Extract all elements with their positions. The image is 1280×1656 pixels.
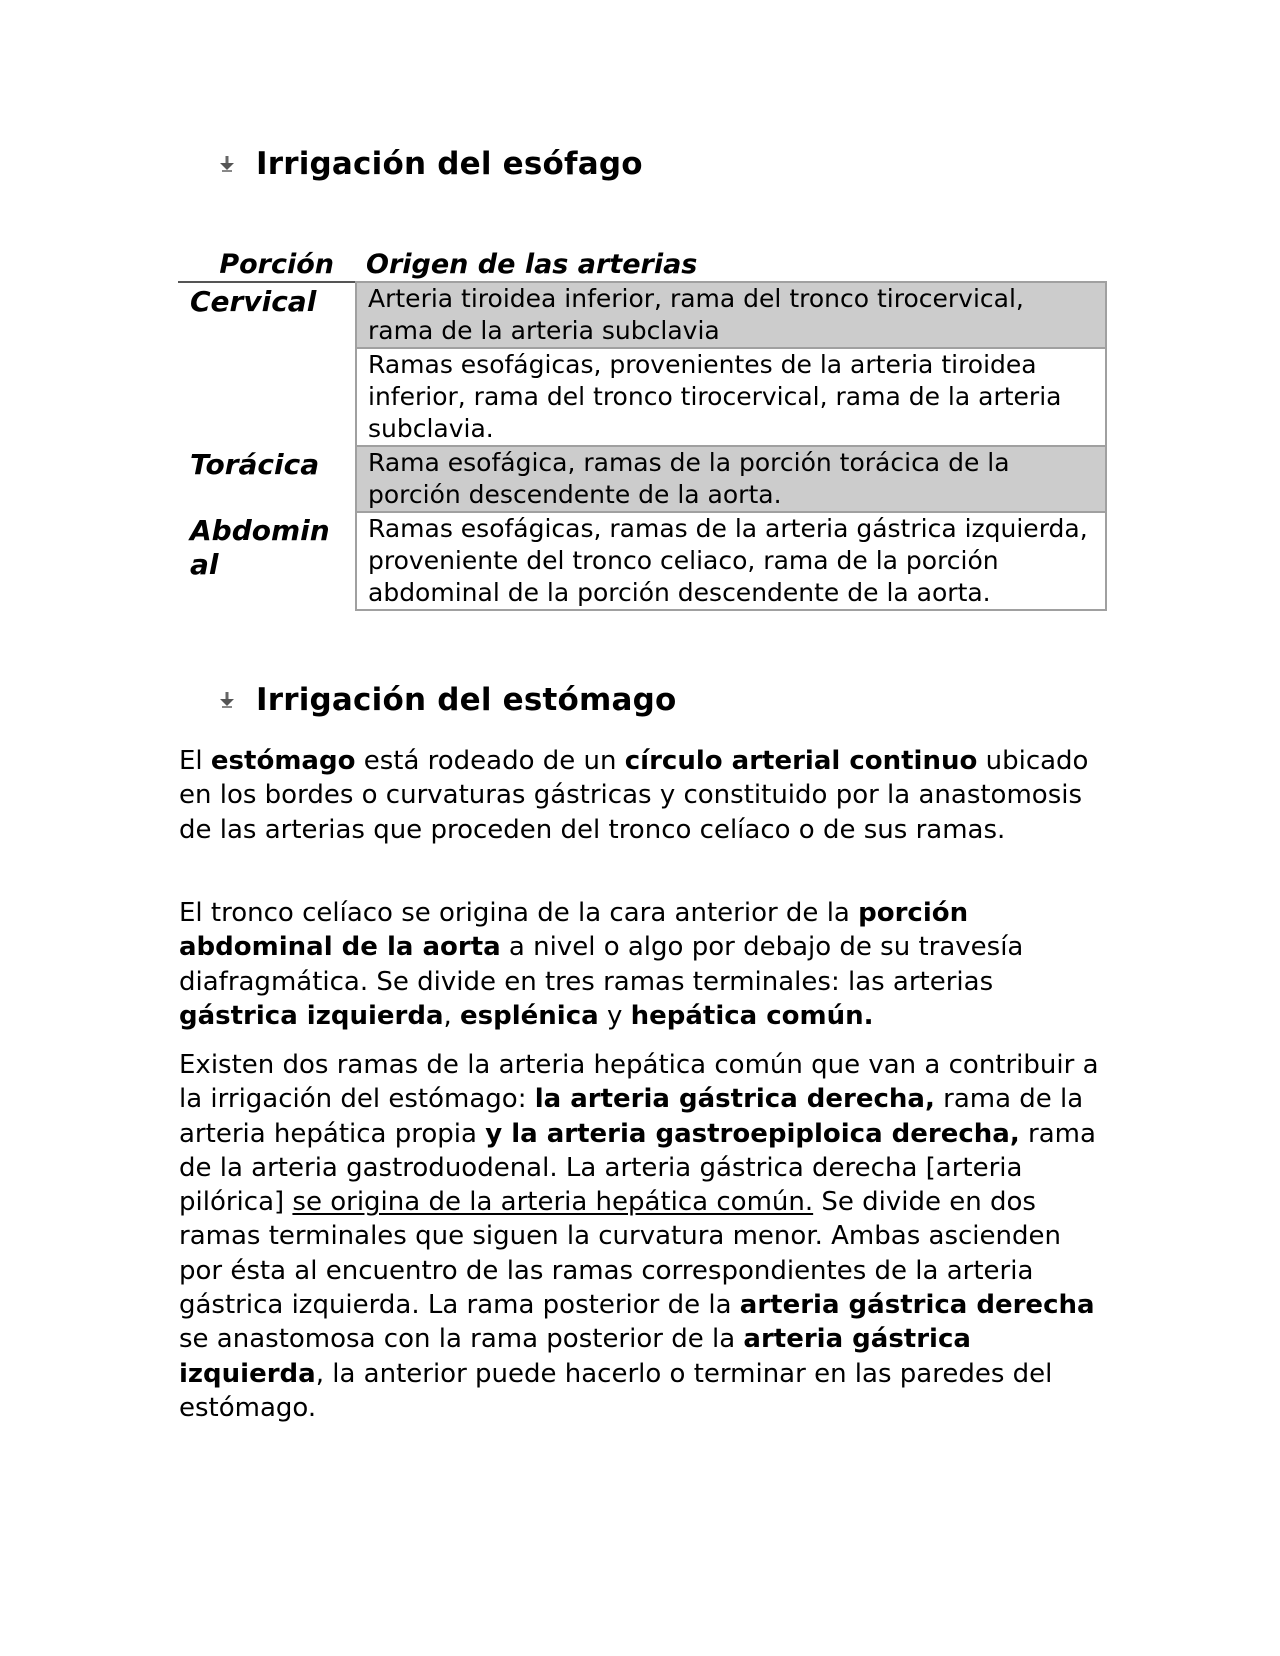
column-header-porcion: Porción <box>219 249 334 280</box>
bold-run: hepática común. <box>630 1000 874 1031</box>
row-label: Abdominal <box>190 514 330 581</box>
row-label: Cervical <box>190 285 317 318</box>
row-value: Arteria tiroidea inferior, rama del tronco tirocervical, rama de la arteria subclavia <box>356 282 1106 348</box>
bold-run: porción abdominal de la aorta <box>179 898 969 963</box>
bold-run: arteria gástrica derecha <box>739 1290 1095 1321</box>
table-row <box>178 446 1106 512</box>
arteries-table <box>178 246 1107 611</box>
heading-text: Irrigación del estómago <box>256 682 677 718</box>
bold-run: arteria gástrica izquierda <box>179 1324 971 1389</box>
heading-text: Irrigación del esófago <box>256 146 643 182</box>
column-header-origen: Origen de las arterias <box>366 249 698 280</box>
text-run: rama de la arteria hepática propia <box>179 1084 1084 1149</box>
arteries-table-container <box>178 246 1106 611</box>
bold-run: esplénica <box>460 1000 599 1031</box>
bold-run: gástrica izquierda <box>179 1000 444 1031</box>
text-run: , la anterior puede hacerlo o terminar en las paredes del estómago. <box>179 1358 1053 1423</box>
arrow-down-bullet-icon <box>218 691 236 709</box>
row-label: Torácica <box>190 448 320 481</box>
bold-run: estómago <box>210 746 356 776</box>
arrow-down-bullet-icon <box>218 155 236 173</box>
text-run: El <box>179 746 211 776</box>
paragraph-hepatica-comun <box>179 1048 1099 1425</box>
paragraph-tronco-celiaco <box>179 896 1099 1033</box>
table-row <box>178 512 1106 610</box>
text-run: y <box>598 1000 631 1031</box>
text-run: rama de la arteria gastroduodenal. La arteria gástrica derecha [arteria pilórica] <box>179 1118 1096 1218</box>
text-run: Existen dos ramas de la arteria hepática común que van a contribuir a la irrigación del estómago: <box>179 1050 1099 1115</box>
paragraph-estomago-circulo <box>179 744 1099 847</box>
row-value: Ramas esofágicas, ramas de la arteria gástrica izquierda, proveniente del tronco celiaco, rama de la porción abdominal de la porción descendente de la aorta. <box>356 512 1106 610</box>
text-run: Se divide en dos ramas terminales que siguen la curvatura menor. Ambas ascienden por ésta al encuentro de las ramas correspondientes de la arteria gástrica izquierda. La rama posterior de la <box>179 1187 1061 1321</box>
text-run: se anastomosa con la rama posterior de la <box>179 1324 744 1355</box>
section-heading-estomago <box>218 682 677 718</box>
row-label <box>178 348 356 446</box>
text-run: a nivel o algo por debajo de su travesía diafragmática. Se divide en tres ramas terminales: las arterias <box>179 932 1024 997</box>
text-run: El tronco celíaco se origina de la cara anterior de la <box>179 898 859 928</box>
bold-run: la arteria gástrica derecha, <box>534 1084 935 1115</box>
text-run: ubicado en los bordes o curvaturas gástricas y constituido por la anastomosis de las arterias que proceden del tronco celíaco o de sus ramas. <box>179 746 1089 845</box>
text-run: , <box>443 1000 461 1031</box>
row-value: Ramas esofágicas, provenientes de la arteria tiroidea inferior, rama del tronco tirocervical, rama de la arteria subclavia. <box>356 348 1106 446</box>
bold-run: círculo arterial continuo <box>624 746 978 776</box>
section-heading-esofago <box>218 146 643 182</box>
underlined-run: se origina de la arteria hepática común. <box>292 1187 814 1218</box>
row-value: Rama esofágica, ramas de la porción torácica de la porción descendente de la aorta. <box>356 446 1106 512</box>
table-header-row <box>178 246 1106 282</box>
text-run: está rodeado de un <box>355 746 625 776</box>
table-row <box>178 348 1106 446</box>
table-row <box>178 282 1106 348</box>
bold-run: y la arteria gastroepiploica derecha, <box>485 1118 1020 1149</box>
